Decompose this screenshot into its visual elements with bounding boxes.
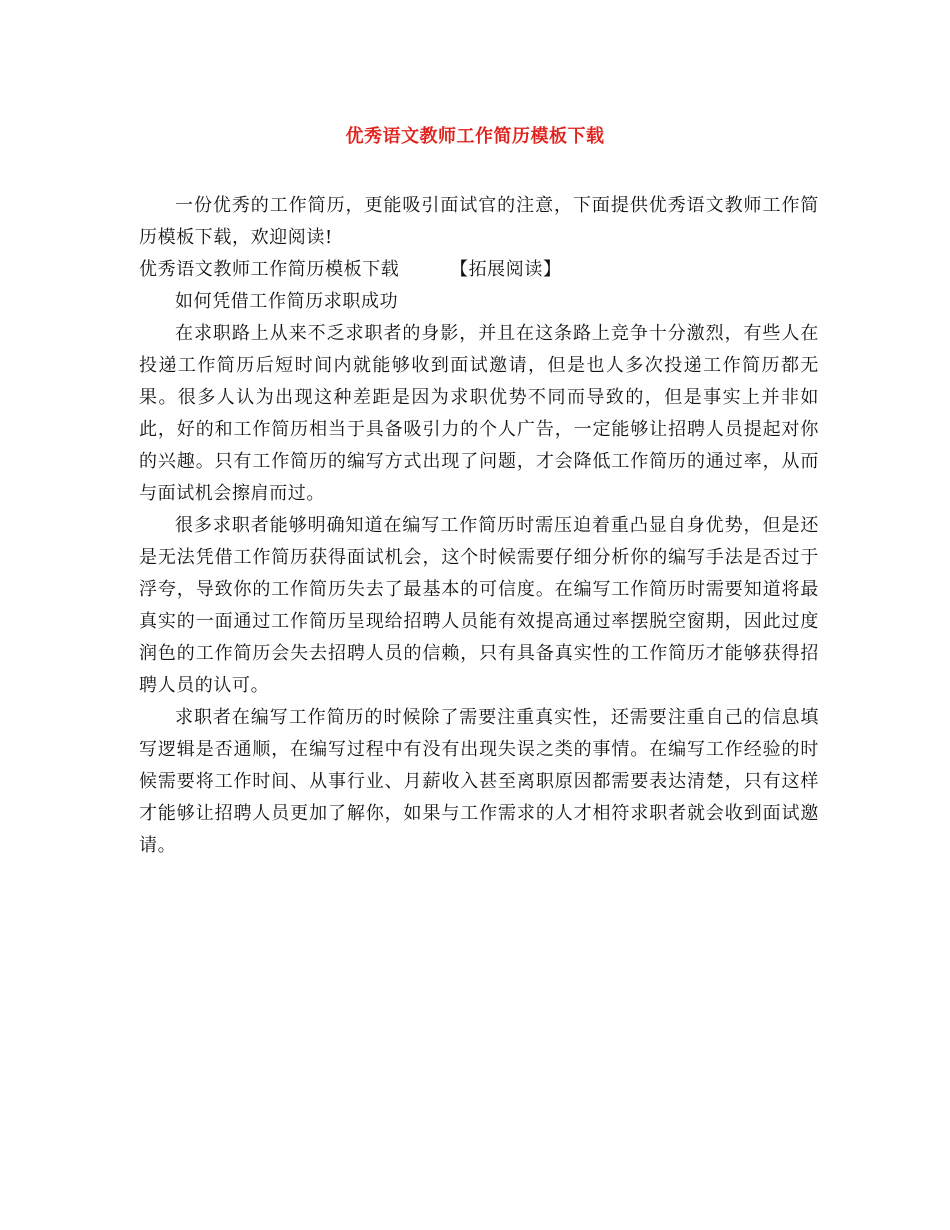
body-paragraph-2: 很多求职者能够明确知道在编写工作简历时需压迫着重凸显自身优势，但是还是无法凭借工作简历获得面试机会，这个时候需要仔细分析你的编写手法是否过于浮夸，导致你的工作简历失去了最基本的可信度。在编写工作简历时需要知道将最真实的一面通过工作简历呈现给招聘人员能有效提高通过率摆脱空窗期，因此过度润色的工作简历会失去招聘人员的信赖，只有具备真实性的工作简历才能够获得招聘人员的认可。 [139, 515, 819, 696]
extended-reading-link[interactable]: 【拓展阅读】 [449, 259, 562, 280]
intro-paragraph: 一份优秀的工作简历，更能吸引面试官的注意，下面提供优秀语文教师工作简历模板下载，欢迎阅读! [139, 195, 819, 248]
document-title: 优秀语文教师工作简历模板下载 [345, 126, 605, 147]
download-line [139, 254, 819, 286]
body-paragraph-1: 在求职路上从来不乏求职者的身影，并且在这条路上竞争十分激烈，有些人在投递工作简历后短时间内就能够收到面试邀请，但是也人多次投递工作简历都无果。很多人认为出现这种差距是因为求职优势不同而导致的，但是事实上并非如此，好的和工作简历相当于具备吸引力的个人广告，一定能够让招聘人员提起对你的兴趣。只有工作简历的编写方式出现了问题，才会降低工作简历的通过率，从而与面试机会擦肩而过。 [139, 323, 819, 504]
document-body [139, 190, 819, 862]
body-paragraph-3: 求职者在编写工作简历的时候除了需要注重真实性，还需要注重自己的信息填写逻辑是否通顺，在编写过程中有没有出现失误之类的事情。在编写工作经验的时候需要将工作时间、从事行业、月薪收入甚至离职原因都需要表达清楚，只有这样才能够让招聘人员更加了解你，如果与工作需求的人才相符求职者就会收到面试邀请。 [139, 707, 819, 856]
section-heading: 如何凭借工作简历求职成功 [175, 291, 399, 312]
download-title: 优秀语文教师工作简历模板下载 [139, 259, 400, 280]
